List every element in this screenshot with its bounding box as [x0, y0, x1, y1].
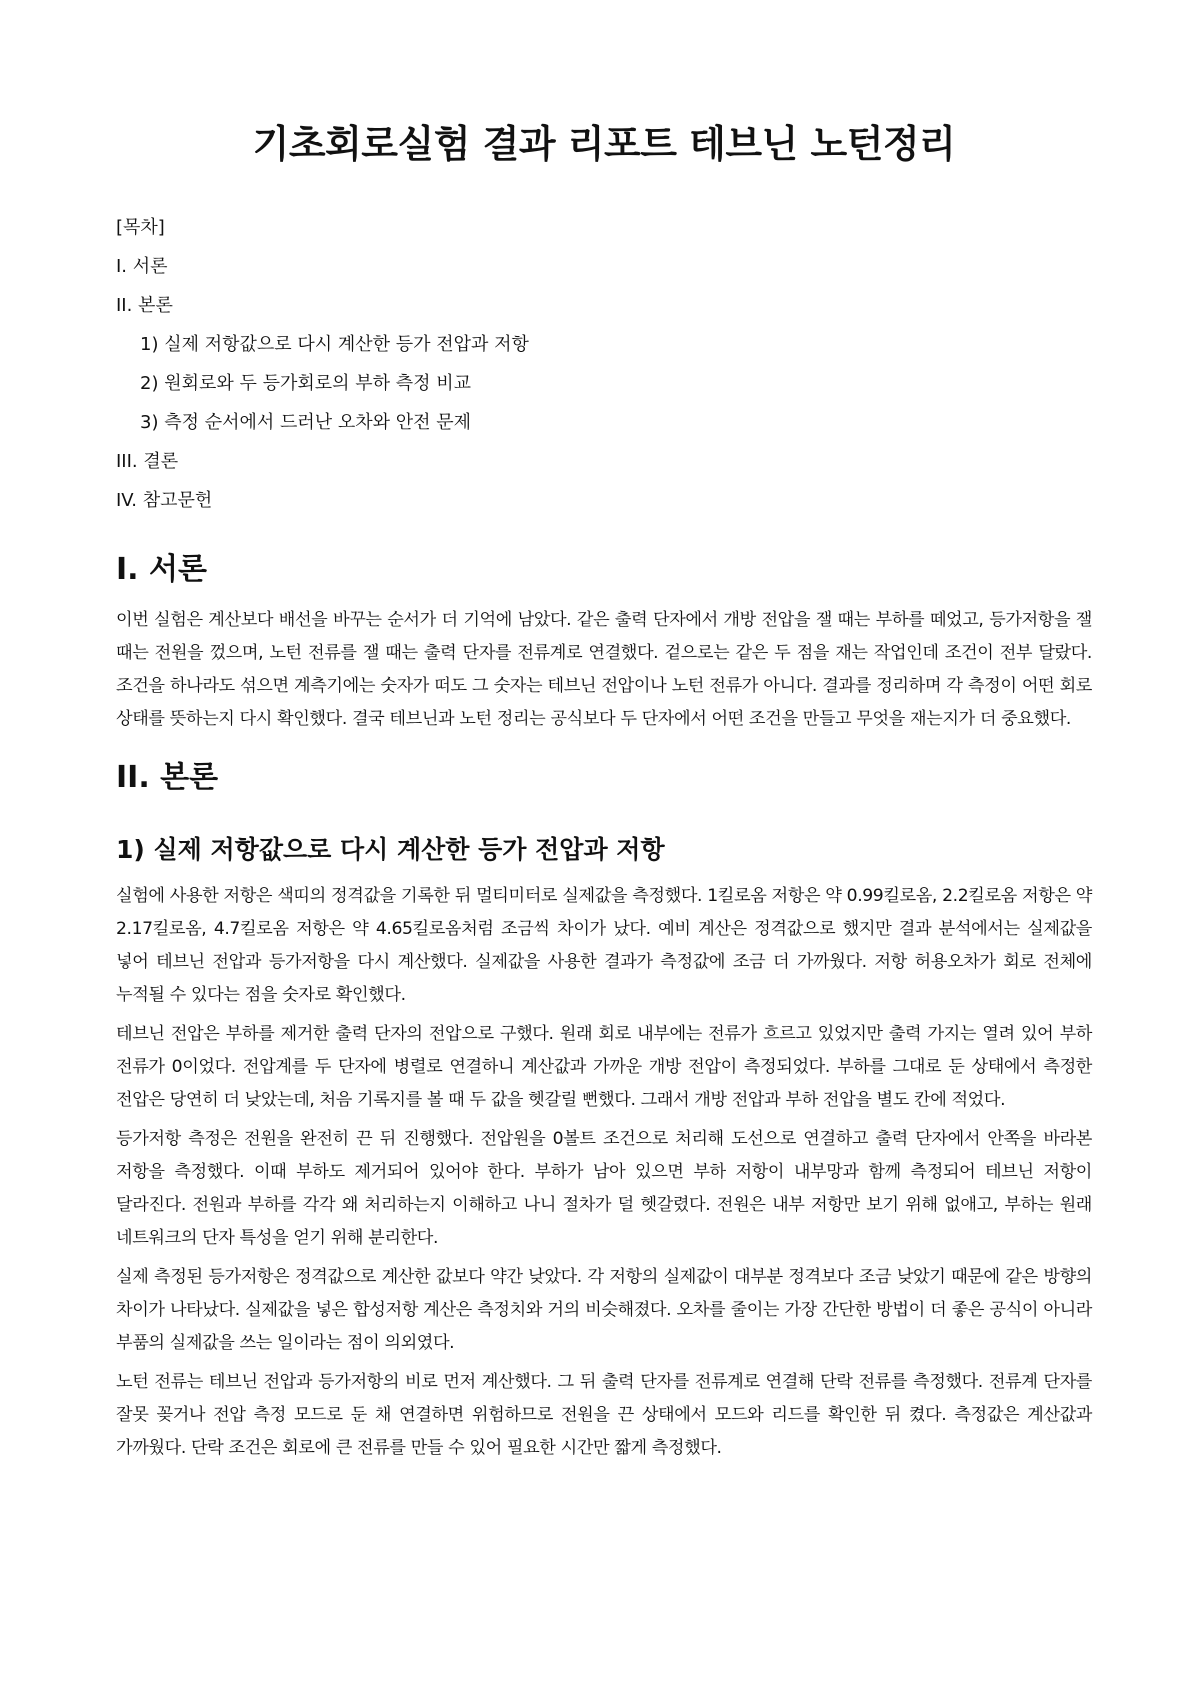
toc-item-introduction: I. 서론 [116, 256, 168, 277]
body-paragraph: 실제 측정된 등가저항은 정격값으로 계산한 값보다 약간 낮았다. 각 저항의 실제값이 대부분 정격보다 조금 낮았기 때문에 같은 방향의 차이가 나타났다. 실제값을 넣은 합성저항 계산은 측정치와 거의 비슷해졌다. 오차를 줄이는 가장 간단한 방법이 더 좋은 공식이 아니라 부품의 실제값을 쓰는 일이라는 점이 의외였다. [116, 1267, 1092, 1353]
section-heading-body: II. 본론 [116, 760, 219, 795]
body-paragraph: 테브닌 전압은 부하를 제거한 출력 단자의 전압으로 구했다. 원래 회로 내부에는 전류가 흐르고 있었지만 출력 가지는 열려 있어 부하 전류가 0이었다. 전압계를 두 단자에 병렬로 연결하니 계산값과 가까운 개방 전압이 측정되었다. 부하를 그대로 둔 상태에서 측정한 전압은 당연히 더 낮았는데, 처음 기록지를 볼 때 두 값을 헷갈릴 뻔했다. 그래서 개방 전압과 부하 전압을 별도 칸에 적었다. [116, 1024, 1092, 1110]
body-paragraph: 노턴 전류는 테브닌 전압과 등가저항의 비로 먼저 계산했다. 그 뒤 출력 단자를 전류계로 연결해 단락 전류를 측정했다. 전류계 단자를 잘못 꽂거나 전압 측정 모드로 둔 채 연결하면 위험하므로 전원을 끈 상태에서 모드와 리드를 확인한 뒤 켰다. 측정값은 계산값과 가까웠다. 단락 조건은 회로에 큰 전류를 만들 수 있어 필요한 시간만 짧게 측정했다. [116, 1372, 1092, 1458]
body-paragraph: 실험에 사용한 저항은 색띠의 정격값을 기록한 뒤 멀티미터로 실제값을 측정했다. 1킬로옴 저항은 약 0.99킬로옴, 2.2킬로옴 저항은 약 2.17킬로옴, 4.7킬로옴 저항은 약 4.65킬로옴처럼 조금씩 차이가 났다. 예비 계산은 정격값으로 했지만 결과 분석에서는 실제값을 넣어 테브닌 전압과 등가저항을 다시 계산했다. 실제값을 사용한 결과가 측정값에 조금 더 가까웠다. 저항 허용오차가 회로 전체에 누적될 수 있다는 점을 숫자로 확인했다. [116, 886, 1092, 1005]
toc-item-body-1: 1) 실제 저항값으로 다시 계산한 등가 전압과 저항 [140, 334, 529, 355]
table-of-contents [116, 208, 1092, 520]
toc-item-body-2: 2) 원회로와 두 등가회로의 부하 측정 비교 [140, 373, 472, 394]
section-heading-introduction: I. 서론 [116, 552, 207, 587]
introduction-paragraph: 이번 실험은 계산보다 배선을 바꾸는 순서가 더 기억에 남았다. 같은 출력 단자에서 개방 전압을 잴 때는 부하를 떼었고, 등가저항을 잴 때는 전원을 껐으며, 노턴 전류를 잴 때는 출력 단자를 전류계로 연결했다. 겉으로는 같은 두 점을 재는 작업인데 조건이 전부 달랐다. 조건을 하나라도 섞으면 계측기에는 숫자가 떠도 그 숫자는 테브닌 전압이나 노턴 전류가 아니다. 결과를 정리하며 각 측정이 어떤 회로 상태를 뜻하는지 다시 확인했다. 결국 테브닌과 노턴 정리는 공식보다 두 단자에서 어떤 조건을 만들고 무엇을 재는지가 더 중요했다. [116, 610, 1092, 729]
body-paragraph: 등가저항 측정은 전원을 완전히 끈 뒤 진행했다. 전압원을 0볼트 조건으로 처리해 도선으로 연결하고 출력 단자에서 안쪽을 바라본 저항을 측정했다. 이때 부하도 제거되어 있어야 한다. 부하가 남아 있으면 부하 저항이 내부망과 함께 측정되어 테브닌 저항이 달라진다. 전원과 부하를 각각 왜 처리하는지 이해하고 나니 절차가 덜 헷갈렸다. 전원은 내부 저항만 보기 위해 없애고, 부하는 원래 네트워크의 단자 특성을 얻기 위해 분리한다. [116, 1129, 1092, 1248]
document-title: 기초회로실험 결과 리포트 테브닌 노턴정리 [252, 122, 956, 166]
toc-item-references: IV. 참고문헌 [116, 490, 213, 511]
toc-item-conclusion: III. 결론 [116, 451, 179, 472]
toc-item-body-3: 3) 측정 순서에서 드러난 오차와 안전 문제 [140, 412, 472, 433]
subsection-heading-1: 1) 실제 저항값으로 다시 계산한 등가 전압과 저항 [116, 835, 665, 864]
toc-item-body: II. 본론 [116, 295, 173, 316]
toc-label: [목차] [116, 217, 165, 238]
